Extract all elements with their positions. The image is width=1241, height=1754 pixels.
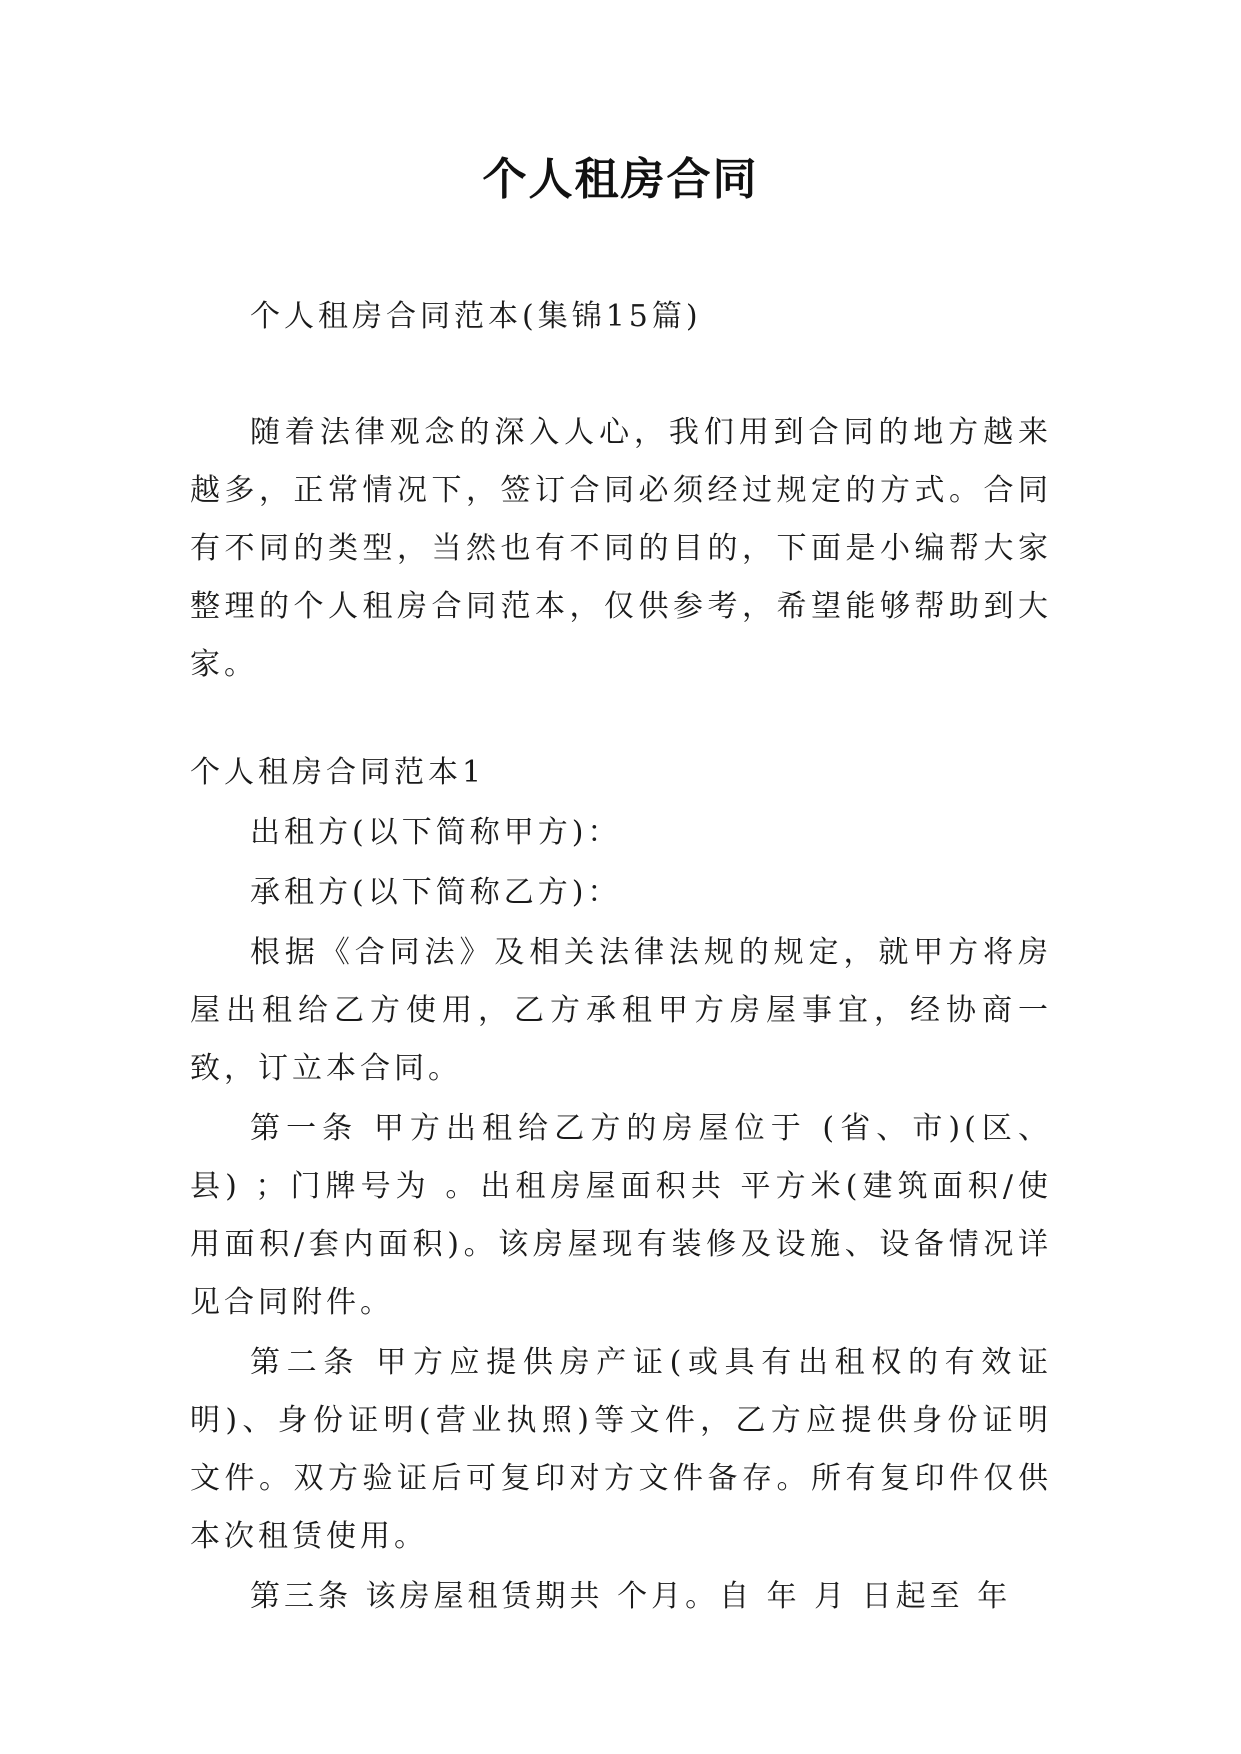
preamble-paragraph: 根据《合同法》及相关法律法规的规定，就甲方将房屋出租给乙方使用，乙方承租甲方房屋事宜，经协商一致，订立本合同。 bbox=[190, 935, 1052, 1086]
lessor-line: 出租方(以下简称甲方)： bbox=[250, 815, 622, 850]
intro-paragraph: 随着法律观念的深入人心，我们用到合同的地方越来越多，正常情况下，签订合同必须经过规定的方式。合同有不同的类型，当然也有不同的目的，下面是小编帮大家整理的个人租房合同范本，仅供参考，希望能够帮助到大家。 bbox=[190, 415, 1052, 682]
section-heading: 个人租房合同范本1 bbox=[190, 755, 486, 790]
article-1: 第一条 甲方出租给乙方的房屋位于 (省、市)(区、县) ；门牌号为 。出租房屋面积共 平方米(建筑面积/使用面积/套内面积)。该房屋现有装修及设施、设备情况详见合同附件。 bbox=[190, 1111, 1052, 1320]
article-2: 第二条 甲方应提供房产证(或具有出租权的有效证明)、身份证明(营业执照)等文件，乙方应提供身份证明文件。双方验证后可复印对方文件备存。所有复印件仅供本次租赁使用。 bbox=[190, 1345, 1052, 1554]
document-body bbox=[190, 288, 1052, 1626]
document-title: 个人租房合同 bbox=[482, 154, 759, 205]
lessee-line: 承租方(以下简称乙方)： bbox=[250, 875, 622, 910]
document-subtitle: 个人租房合同范本(集锦15篇) bbox=[250, 299, 702, 334]
article-3: 第三条 该房屋租赁期共 个月。自 年 月 日起至 年 bbox=[250, 1579, 1012, 1614]
